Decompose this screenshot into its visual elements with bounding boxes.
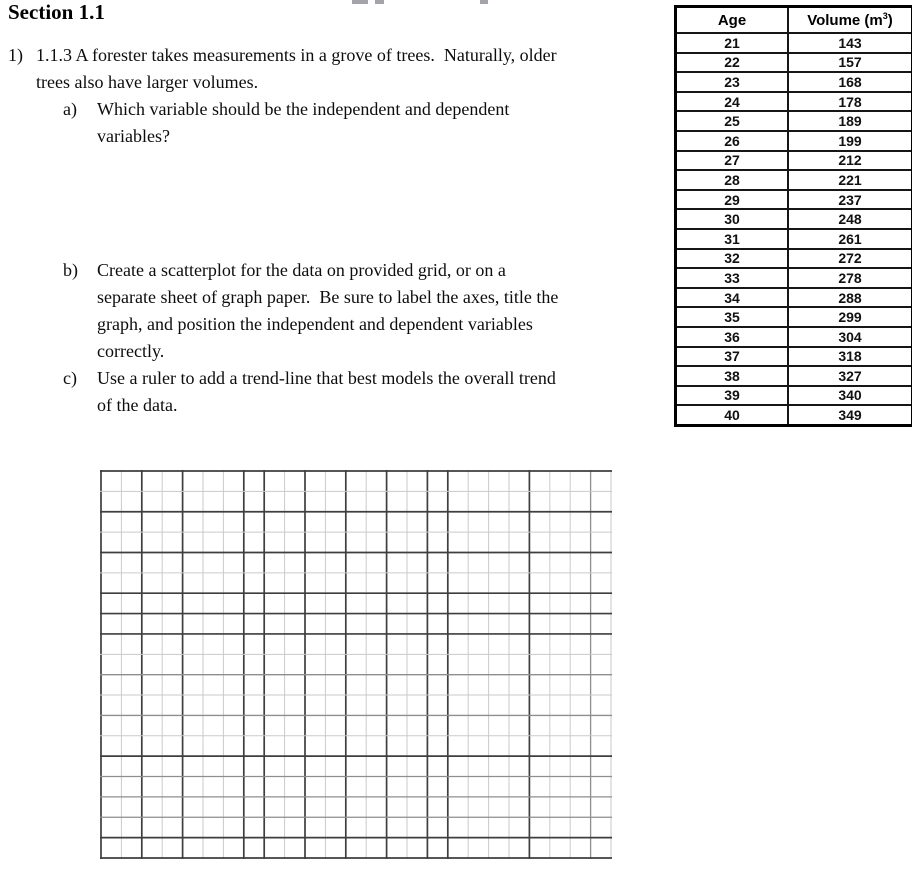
sub-item-c-label: c) [63, 368, 77, 388]
sub-item-c-line: Use a ruler to add a trend-line that best models the overall trend [97, 368, 556, 388]
table-row [676, 405, 912, 425]
volume-cell: 327 [788, 366, 912, 386]
table-row [676, 307, 912, 327]
table-row [676, 327, 912, 347]
volume-cell: 261 [788, 229, 912, 249]
age-cell: 28 [676, 170, 789, 190]
volume-cell: 304 [788, 327, 912, 347]
table-row [676, 268, 912, 288]
volume-header [788, 7, 912, 34]
sub-item-a-line: variables? [97, 126, 170, 146]
volume-header-superscript: 3 [882, 10, 888, 21]
volume-cell: 221 [788, 170, 912, 190]
problem-statement [36, 42, 557, 96]
sub-item-b-line: separate sheet of graph paper. Be sure to label the axes, title the [97, 287, 559, 307]
volume-cell: 349 [788, 405, 912, 425]
age-cell: 35 [676, 307, 789, 327]
volume-cell: 178 [788, 92, 912, 112]
volume-cell: 189 [788, 111, 912, 131]
age-cell: 29 [676, 190, 789, 210]
table-row [676, 151, 912, 171]
problem-statement-line: 1.1.3 A forester takes measurements in a grove of trees. Naturally, older [36, 45, 557, 65]
age-header: Age [676, 7, 789, 34]
graph-paper-grid-lines [100, 470, 612, 859]
age-cell: 40 [676, 405, 789, 425]
graph-paper-grid [100, 470, 612, 859]
age-cell: 31 [676, 229, 789, 249]
data-table [674, 5, 912, 427]
data-table-body [676, 33, 912, 425]
volume-cell: 248 [788, 209, 912, 229]
volume-cell: 199 [788, 131, 912, 151]
age-cell: 23 [676, 72, 789, 92]
table-row [676, 347, 912, 367]
age-cell: 37 [676, 347, 789, 367]
age-cell: 34 [676, 288, 789, 308]
volume-cell: 318 [788, 347, 912, 367]
age-cell: 26 [676, 131, 789, 151]
table-row [676, 209, 912, 229]
sub-item-b-line: graph, and position the independent and dependent variables [97, 314, 533, 334]
age-cell: 25 [676, 111, 789, 131]
age-cell: 32 [676, 249, 789, 269]
sub-item-c-line: of the data. [97, 395, 178, 415]
problem-statement-line: trees also have larger volumes. [36, 72, 259, 92]
table-row [676, 190, 912, 210]
table-row [676, 33, 912, 53]
sub-item-a-line: Which variable should be the independent and dependent [97, 99, 510, 119]
sub-item-c-text [97, 365, 556, 419]
problem-number: 1) [8, 45, 23, 65]
age-cell: 39 [676, 386, 789, 406]
cutoff-text-fragment [480, 0, 488, 4]
table-row [676, 229, 912, 249]
volume-cell: 278 [788, 268, 912, 288]
volume-cell: 340 [788, 386, 912, 406]
table-row [676, 288, 912, 308]
age-cell: 33 [676, 268, 789, 288]
age-cell: 22 [676, 53, 789, 73]
age-cell: 21 [676, 33, 789, 53]
sub-item-a-label: a) [63, 99, 77, 119]
table-row [676, 170, 912, 190]
cutoff-text-fragment [375, 0, 384, 4]
section-heading: Section 1.1 [8, 0, 105, 24]
table-row [676, 131, 912, 151]
sub-item-b-line: Create a scatterplot for the data on provided grid, or on a [97, 260, 506, 280]
sub-item-b-line: correctly. [97, 341, 165, 361]
table-row [676, 53, 912, 73]
age-cell: 38 [676, 366, 789, 386]
volume-cell: 143 [788, 33, 912, 53]
age-cell: 24 [676, 92, 789, 112]
table-row [676, 111, 912, 131]
volume-header-text: Volume (m [807, 11, 883, 29]
volume-cell: 272 [788, 249, 912, 269]
table-row [676, 72, 912, 92]
age-cell: 30 [676, 209, 789, 229]
volume-cell: 168 [788, 72, 912, 92]
table-row [676, 386, 912, 406]
volume-header-text: ) [887, 11, 893, 29]
table-row [676, 249, 912, 269]
table-row [676, 92, 912, 112]
age-cell: 36 [676, 327, 789, 347]
volume-cell: 288 [788, 288, 912, 308]
volume-cell: 237 [788, 190, 912, 210]
sub-item-b-label: b) [63, 260, 78, 280]
sub-item-a-text [97, 96, 509, 150]
volume-cell: 299 [788, 307, 912, 327]
table-row [676, 366, 912, 386]
age-cell: 27 [676, 151, 789, 171]
volume-cell: 212 [788, 151, 912, 171]
cutoff-text-fragment [352, 0, 368, 4]
header-row [676, 7, 912, 34]
sub-item-b-text [97, 257, 558, 365]
volume-cell: 157 [788, 53, 912, 73]
data-table-header [676, 7, 912, 34]
